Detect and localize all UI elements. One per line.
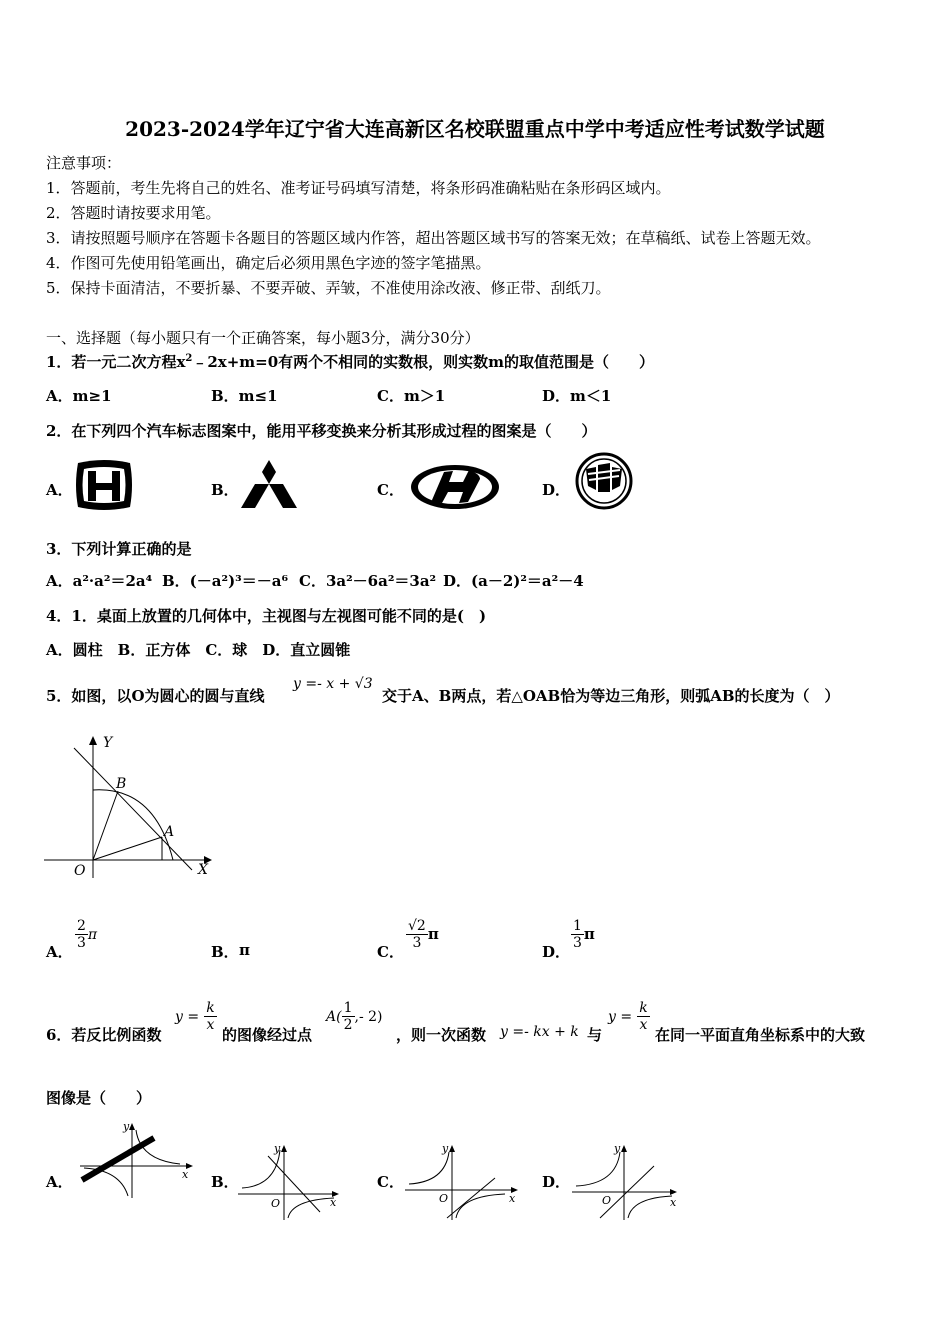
q5-option-d-value: $\frac{1}{3}$ π	[573, 918, 595, 951]
notice-item: 5．保持卡面清洁，不要折暴、不要弄破、弄皱，不准使用涂改液、修正带、刮纸刀。	[46, 279, 611, 297]
q2-option-c-label: C．	[377, 481, 404, 499]
q5-option-b-value: π	[239, 941, 250, 959]
axis-label-origin: O	[602, 1194, 612, 1207]
question-4-stem: 4．1．桌面上放置的几何体中，主视图与左视图可能不同的是( )	[46, 607, 487, 625]
axis-label-y: y	[123, 1120, 130, 1133]
q3-option-a: A．a²·a²＝2a⁴	[46, 572, 153, 590]
q5-option-c-label: C．	[377, 943, 404, 961]
axis-label-x: x	[182, 1168, 189, 1181]
q1-option-a: A．m≥1	[46, 387, 112, 405]
q6-point-a: A( $\frac{1}{2}$ ,- 2)	[326, 1000, 383, 1033]
q5-option-a-value: $\frac{2}{3}$ π	[77, 918, 98, 951]
q5-point-b-label: B	[116, 776, 127, 792]
q2-option-a-label: A．	[46, 481, 73, 499]
notice-item: 1．答题前，考生先将自己的姓名、准考证号码填写清楚，将条形码准确粘贴在条形码区域内。	[46, 179, 671, 197]
q6-linear-function: y =- kx + k	[500, 1024, 579, 1040]
q5-origin-label: O	[74, 863, 86, 879]
axis-label-y: y	[614, 1142, 621, 1155]
q5-circle-figure	[44, 734, 216, 880]
q5-x-axis-label: X	[198, 862, 208, 878]
axis-label-x: x	[509, 1192, 516, 1205]
notice-item: 4．作图可先使用铅笔画出，确定后必须用黑色字迹的签字笔描黑。	[46, 254, 491, 272]
notice-item: 3．请按照题号顺序在答题卡各题目的答题区域内作答，超出答题区域书写的答案无效；在草稿纸、试卷上答题无效。	[46, 229, 821, 247]
axis-label-origin: O	[271, 1197, 281, 1210]
q5-line-equation: y =- x + √3	[293, 676, 373, 692]
axis-label-y: y	[274, 1142, 281, 1155]
axis-label-x: x	[330, 1196, 337, 1209]
q3-option-c: C．3a²－6a²＝3a²	[299, 572, 437, 590]
axis-label-origin: O	[439, 1192, 449, 1205]
buick-logo-icon	[574, 452, 634, 510]
question-6-stem-part-1: 6．若反比例函数	[46, 1026, 162, 1044]
question-6-stem-part-2: 的图像经过点	[222, 1026, 313, 1044]
q6-inverse-function: y = $\frac{k}{x}$	[175, 1000, 215, 1033]
q5-y-axis-label: Y	[103, 735, 113, 751]
q3-option-d: D．(a－2)²＝a²－4	[443, 572, 584, 590]
q2-option-d-label: D．	[542, 481, 571, 499]
q3-option-b: B．(－a²)³＝－a⁶	[162, 572, 289, 590]
q6-graph-c	[405, 1142, 523, 1222]
q2-option-b-label: B．	[211, 481, 239, 499]
question-5-stem-end: 交于A、B两点，若△OAB恰为等边三角形，则弧AB的长度为（ ）	[382, 687, 840, 705]
q1-option-b: B．m≤1	[211, 387, 278, 405]
question-6-stem-part-4: 与	[587, 1026, 603, 1044]
page-title: 2023-2024学年辽宁省大连高新区名校联盟重点中学中考适应性考试数学试题	[125, 117, 825, 141]
q6-inverse-function-2: y = $\frac{k}{x}$	[608, 1000, 648, 1033]
question-1-stem: 1．若一元二次方程$x^2﹣2x+m=0$有两个不相同的实数根，则实数m的取值范围是（ ）	[46, 353, 655, 371]
question-6-stem-line-2: 图像是（ ）	[46, 1089, 152, 1107]
q5-option-b-label: B．	[211, 943, 239, 961]
question-2-stem: 2．在下列四个汽车标志图案中，能用平移变换来分析其形成过程的图案是（ ）	[46, 422, 597, 440]
q6-graph-d	[572, 1142, 682, 1222]
section-heading: 一、选择题（每小题只有一个正确答案，每小题3分，满分30分）	[46, 329, 480, 347]
axis-label-y: y	[442, 1142, 449, 1155]
q1-option-d: D．m＜1	[542, 387, 612, 405]
q5-point-a-label: A	[164, 824, 175, 840]
mitsubishi-logo-icon	[240, 458, 298, 512]
hyundai-logo-icon	[408, 462, 502, 512]
notice-heading: 注意事项：	[46, 154, 122, 172]
axis-label-x: x	[670, 1196, 677, 1209]
q6-graph-a	[80, 1120, 198, 1200]
q5-option-d-label: D．	[542, 943, 571, 961]
q5-option-c-value: $\frac{√2}{3}$ π	[408, 918, 439, 951]
question-3-stem: 3．下列计算正确的是	[46, 540, 192, 558]
q6-option-d-label: D．	[542, 1173, 571, 1191]
q5-option-a-label: A．	[46, 943, 73, 961]
q1-option-c: C．m＞1	[377, 387, 446, 405]
q6-option-b-label: B．	[211, 1173, 239, 1191]
honda-logo-icon	[74, 459, 134, 511]
notice-item: 2．答题时请按要求用笔。	[46, 204, 221, 222]
q4-options: A．圆柱 B．正方体 C．球 D．直立圆锥	[46, 641, 351, 659]
q6-option-a-label: A．	[46, 1173, 73, 1191]
q6-graph-b	[238, 1142, 344, 1222]
q6-option-c-label: C．	[377, 1173, 404, 1191]
question-5-stem-start: 5．如图，以O为圆心的圆与直线	[46, 687, 265, 705]
question-6-stem-part-3: ，则一次函数	[396, 1026, 487, 1044]
question-6-stem-part-5: 在同一平面直角坐标系中的大致	[655, 1026, 866, 1044]
